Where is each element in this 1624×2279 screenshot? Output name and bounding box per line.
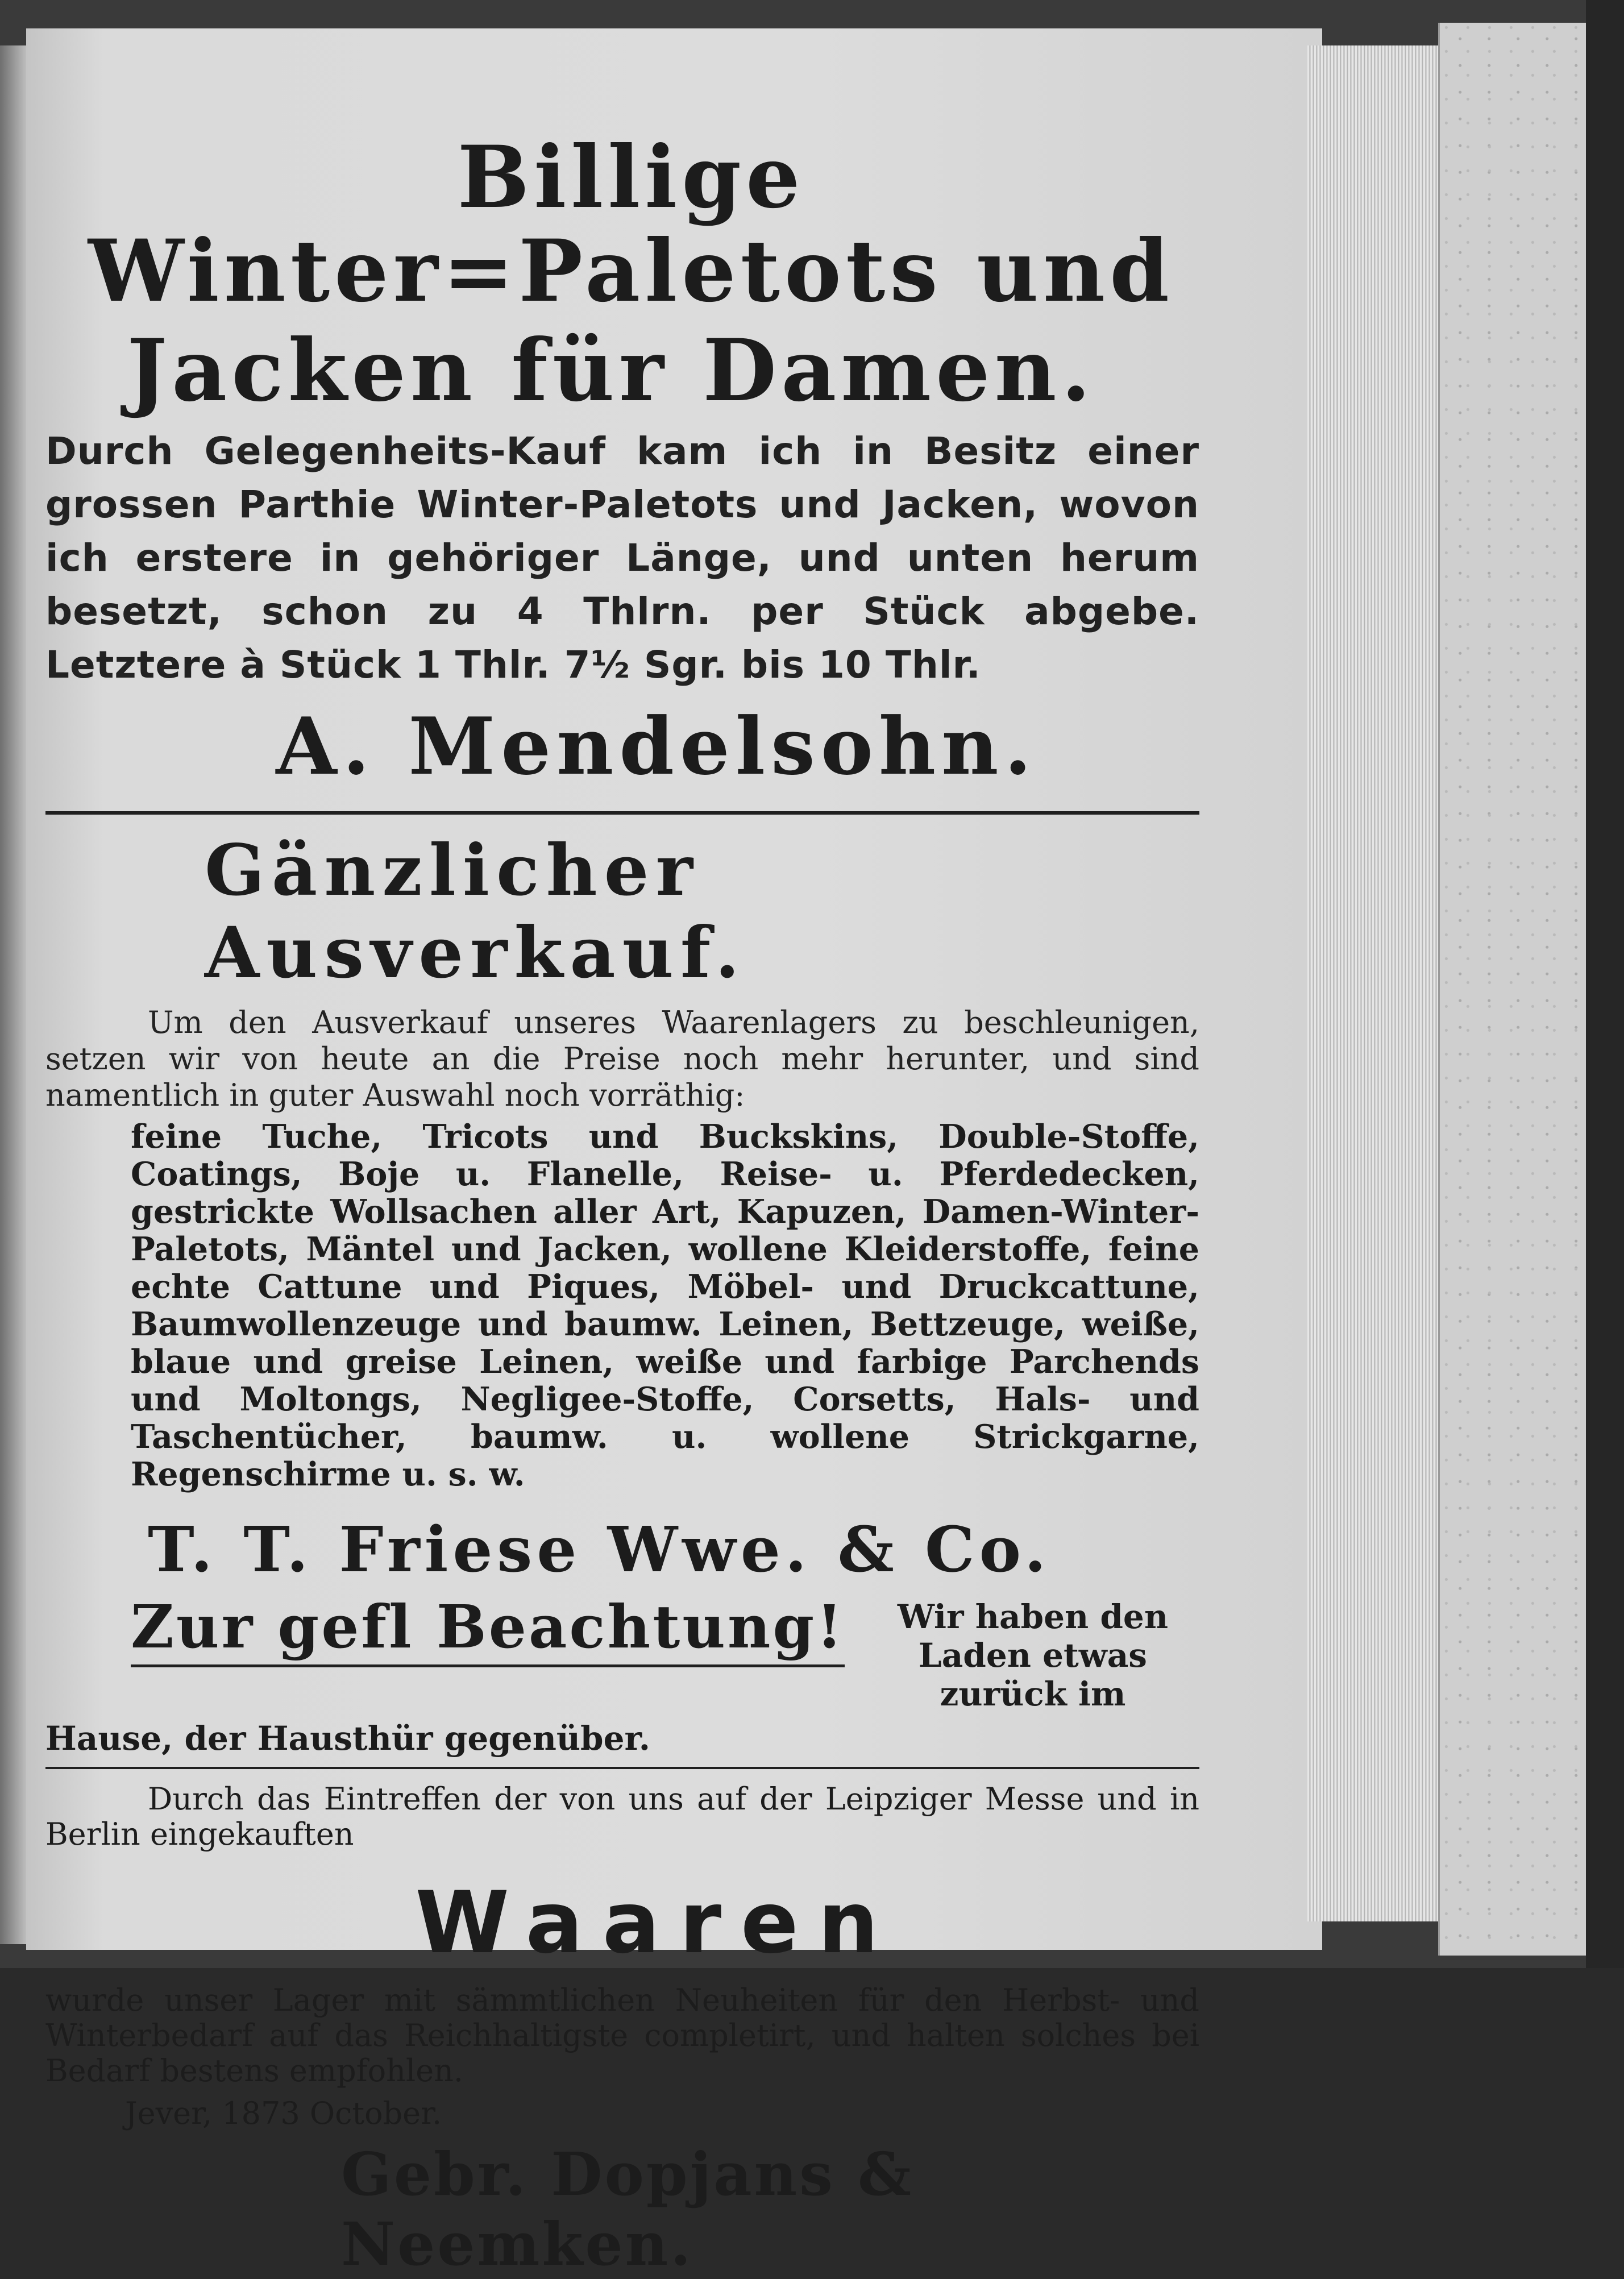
ad-mendelsohn-headline-2: Jacken für Damen. (127, 321, 1095, 421)
ad-mendelsohn-signature: A. Mendelsohn. (276, 700, 1037, 792)
ad-dopjans-signature: Gebr. Dopjans & Neemken. (341, 2139, 913, 2279)
ad-notice-row (45, 1591, 1199, 1713)
ad-friese (45, 829, 1199, 1584)
ad-dopjans (45, 1782, 1199, 2279)
ad-mendelsohn-body: Durch Gelegenheits-Kauf kam ich in Besitz einer grossen Parthie Winter-Paletots und Jacken, wovon ich erstere in gehöriger Länge, und unten herum besetzt, schon zu 4 Thlrn. per Stück abgebe. Letztere à Stück 1 Thlr. 7½ Sgr. bis 10 Thlr. (45, 429, 1199, 687)
ad-friese-headline: Gänzlicher Ausverkauf. (205, 829, 746, 994)
ad-dopjans-headline: Waaren (415, 1873, 898, 1973)
ad-mendelsohn (45, 127, 1199, 792)
book-cover-board (1438, 23, 1588, 1956)
ad-mendelsohn-headline-1: Billige Winter=Paletots und (88, 127, 1174, 321)
divider (45, 1767, 1199, 1769)
ad-friese-signature: T. T. Friese Wwe. & Co. (148, 1512, 1051, 1586)
ad-notice (45, 1591, 1199, 1758)
ad-friese-intro: Um den Ausverkauf unseres Waarenlagers zu beschleunigen, setzen wir von heute an die Preise noch mehr herunter, und sind namentlich in guter Auswahl noch vorräthig: (45, 1004, 1199, 1113)
ad-dopjans-body: wurde unser Lager mit sämmtlichen Neuheiten für den Herbst- und Winterbedarf auf das Reichhaltigste completirt, und halten solches bei Bedarf bestens empfohlen. (45, 1982, 1199, 2089)
page-block-edges (1307, 45, 1440, 1921)
ad-friese-items: feine Tuche, Tricots und Buckskins, Double-Stoffe, Coatings, Boje u. Flanelle, Reise- u. Pferdedecken, gestrickte Wollsachen aller Art, Kapuzen, Damen-Winter-Paletots, Mäntel und Jacken, wollene Kleiderstoffe, feine echte Cattune und Piques, Möbel- und Druckcattune, Baumwollenzeuge und baumw. Leinen, Bettzeuge, weiße, blaue und greise Leinen, weiße und farbige Parchends und Moltongs, Negligee-Stoffe, Corsetts, Hals- und Taschentücher, baumw. u. wollene Strickgarne, Regenschirme u. s. w. (131, 1117, 1199, 1493)
ad-notice-side-text: Wir haben den Laden etwas zurück im (897, 1597, 1168, 1713)
divider (45, 811, 1199, 815)
ad-dopjans-place-date: Jever, 1873 October. (125, 2095, 442, 2131)
ad-notice-continuation: Hause, der Hausthür gegenüber. (45, 1718, 650, 1758)
ad-notice-headline: Zur gefl Beachtung! (131, 1597, 845, 1667)
scan-border (1586, 0, 1624, 1968)
ad-dopjans-intro: Durch das Eintreffen der von uns auf der Leipziger Messe und in Berlin eingekauften (45, 1780, 1199, 1852)
advertisement-column (45, 127, 1199, 2279)
